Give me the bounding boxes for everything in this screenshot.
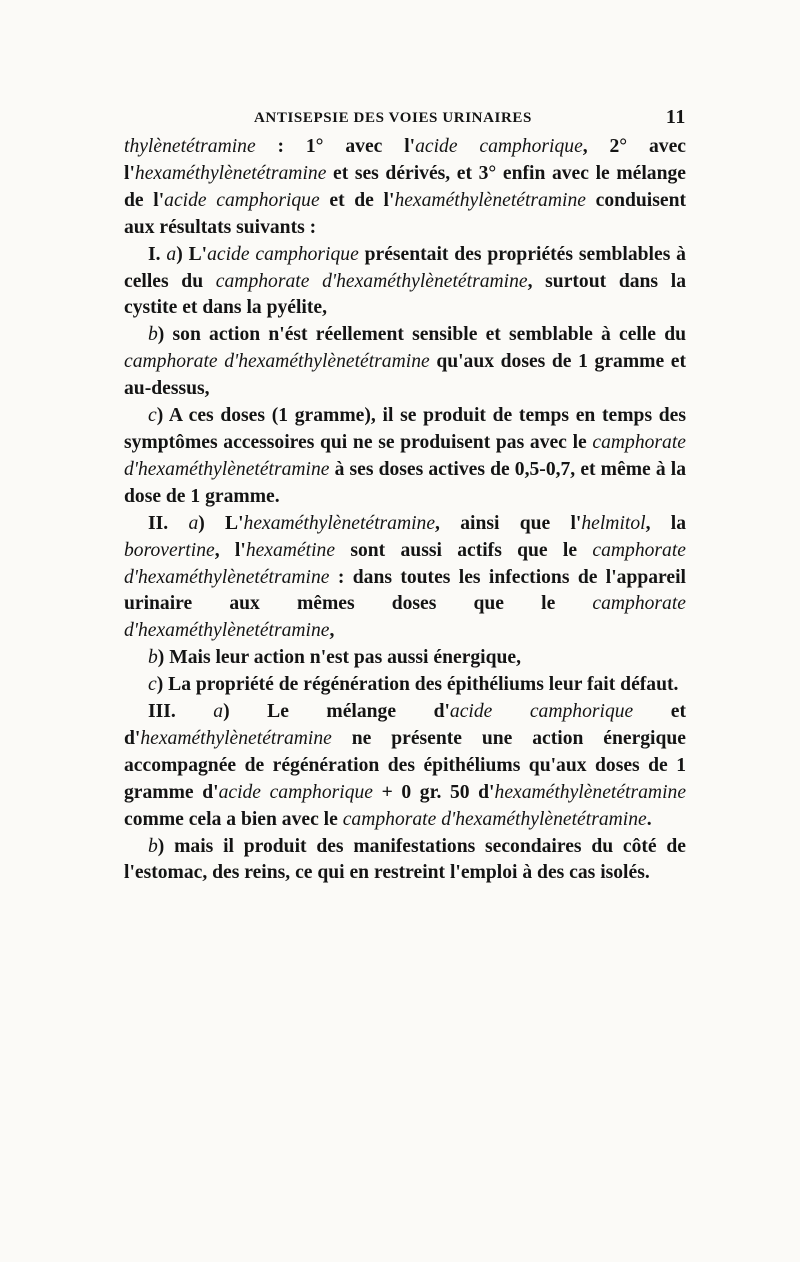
paragraph: [124, 645, 686, 672]
text-run: à ses doses actives de 0,5-0,7, et même à la dose de 1 gramme.: [124, 458, 686, 507]
text-run: : dans toutes les infections de l'appareil urinaire aux mêmes doses que le: [124, 566, 686, 615]
italic-run: hexaméthylènetétramine: [140, 727, 332, 749]
text-run: ) son action n'ést réellement sensible et semblable à celle du: [157, 324, 686, 346]
text-run: ) Le mélange d': [223, 701, 450, 723]
italic-run: b: [148, 324, 158, 346]
italic-run: hexaméthylènetétramine: [394, 189, 586, 211]
italic-run: a: [166, 243, 177, 265]
paragraph: [124, 134, 686, 242]
italic-run: hexamétine: [245, 539, 336, 561]
paragraph: [124, 699, 686, 834]
italic-run: camphorate d'hexaméthylènetétramine: [124, 539, 686, 588]
text-run: et de l': [319, 189, 395, 211]
text-run: qu'aux doses de 1 gramme et au-dessus,: [124, 351, 686, 400]
italic-run: hexaméthylènetétramine: [494, 781, 687, 803]
text-run: présentait des propriétés semblables à celles du: [124, 243, 686, 292]
text-run: , ainsi que l': [435, 512, 582, 534]
paragraph: [124, 242, 686, 323]
page-number: 11: [665, 106, 686, 128]
text-run: comme cela a bien avec le: [124, 808, 343, 830]
text-run: sont aussi actifs que le: [335, 539, 593, 561]
italic-run: a: [213, 701, 224, 723]
italic-run: camphorate d'hexaméthylènetétramine: [124, 593, 686, 642]
paragraph: [124, 834, 686, 888]
paragraph: [124, 322, 686, 403]
running-header: [124, 104, 686, 134]
body-text: [124, 134, 686, 887]
italic-run: thylènetétramine: [124, 136, 256, 157]
text-run: III.: [148, 701, 214, 723]
text-run: et ses dérivés, et 3° enfin avec le mélange de l': [124, 162, 686, 211]
italic-run: borovertine: [124, 539, 215, 561]
italic-run: a: [188, 512, 199, 534]
italic-run: b: [148, 835, 158, 857]
text-run: ) Mais leur action n'est pas aussi énergique,: [157, 647, 522, 669]
text-run: ) A ces doses (1 gramme), il se produit de temps en temps des symptômes accessoires qui ne se produisent pas avec le: [124, 405, 686, 453]
italic-run: c: [148, 674, 157, 696]
running-title: ANTISEPSIE DES VOIES URINAIRES: [254, 110, 532, 126]
text-run: et d': [124, 701, 686, 749]
text-run: ) L': [176, 243, 208, 265]
italic-run: hexaméthylènetétramine: [243, 512, 436, 534]
italic-run: acide camphorique: [207, 243, 359, 265]
italic-run: camphorate d'hexaméthylènetétramine: [215, 270, 528, 292]
text-run: , 2° avec l': [124, 136, 686, 184]
text-run: II.: [148, 512, 189, 534]
text-run: , surtout dans la cystite et dans la pyélite,: [124, 270, 686, 319]
paragraph: [124, 403, 686, 511]
text-run: , l': [214, 539, 246, 561]
italic-run: acide camphorique: [415, 136, 583, 157]
italic-run: camphorate d'hexaméthylènetétramine: [124, 351, 430, 373]
italic-run: acide camphorique: [218, 781, 374, 803]
text-run: ) L': [198, 512, 244, 534]
italic-run: b: [148, 647, 158, 669]
text-run: conduisent aux résultats suivants :: [124, 189, 686, 238]
paragraph: [124, 511, 686, 646]
text-run: , la: [645, 512, 686, 534]
italic-run: helmitol: [581, 512, 646, 534]
italic-run: camphorate d'hexaméthylènetétramine: [342, 808, 647, 830]
text-run: ne présente une action énergique accompagnée de régénération des épithéliums qu'aux doses de 1 gramme d': [124, 727, 686, 803]
book-page: [124, 104, 686, 887]
text-run: ) mais il produit des manifestations secondaires du côté de l'estomac, des reins, ce qui en restreint l'emploi à des cas isolés.: [124, 835, 686, 884]
text-run: .: [646, 808, 652, 830]
italic-run: camphorate d'hexaméthylènetétramine: [124, 431, 686, 480]
text-run: I.: [148, 243, 167, 265]
italic-run: hexaméthylènetétramine: [134, 162, 327, 184]
italic-run: acide camphorique: [164, 189, 320, 211]
italic-run: c: [148, 405, 157, 427]
paragraph: [124, 672, 686, 699]
italic-run: acide camphorique: [449, 701, 634, 723]
text-run: ,: [329, 620, 335, 642]
text-run: ) La propriété de régénération des épithéliums leur fait défaut.: [156, 674, 679, 696]
text-run: + 0 gr. 50 d': [373, 781, 495, 803]
text-run: : 1° avec l': [255, 136, 416, 157]
